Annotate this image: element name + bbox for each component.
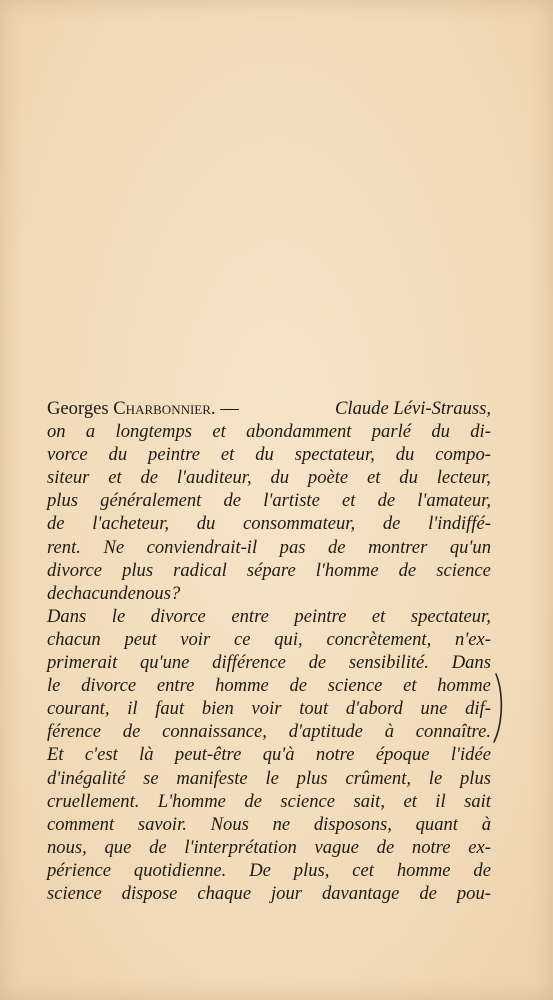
text-line: rent. Ne conviendrait-il pas de montrer qu'un xyxy=(47,536,491,558)
text-line: plus généralement de l'artiste et de l'amateur, xyxy=(47,490,491,512)
text-line: chacun peut voir ce qui, concrètement, n'ex- xyxy=(47,628,491,650)
speaker-dash: — xyxy=(220,398,239,419)
text-line: primerait qu'une différence de sensibilité. Dans xyxy=(47,652,491,674)
body-text xyxy=(47,397,491,905)
text-line: Claude Lévi-Strauss, xyxy=(335,398,491,419)
text-line: cruellement. L'homme de science sait, et il sait xyxy=(47,790,491,812)
text-line: de l'acheteur, du consommateur, de l'indiffé- xyxy=(47,513,491,535)
text-line: divorce plus radical sépare l'homme de science xyxy=(47,559,491,581)
text-line: siteur et de l'auditeur, du poète et du lecteur, xyxy=(47,467,491,489)
text-line-1 xyxy=(47,397,491,420)
speaker-last-name: Charbonnier. xyxy=(113,398,216,419)
text-line: Dans le divorce entre peintre et spectateur, xyxy=(47,605,491,627)
text-line: périence quotidienne. De plus, cet homme de xyxy=(47,859,491,881)
text-line: courant, il faut bien voir tout d'abord une dif- xyxy=(47,698,491,720)
text-line: comment savoir. Nous ne disposons, quant à xyxy=(47,813,491,835)
margin-bracket-mark xyxy=(492,672,506,744)
text-line: on a longtemps et abondamment parlé du di- xyxy=(47,421,491,443)
speaker-first-name: Georges xyxy=(47,398,109,419)
text-line: vorce du peintre et du spectateur, du compo- xyxy=(47,444,491,466)
text-line: Et c'est là peut-être qu'à notre époque l'idée xyxy=(47,744,491,766)
text-line: de chacun de nous ? xyxy=(47,582,181,604)
text-line: science dispose chaque jour davantage de pou- xyxy=(47,882,491,904)
text-line: d'inégalité se manifeste le plus crûment, le plus xyxy=(47,767,491,789)
text-line: le divorce entre homme de science et homme xyxy=(47,675,491,697)
text-line: nous, que de l'interprétation vague de notre ex- xyxy=(47,836,491,858)
text-line: férence de connaissance, d'aptitude à connaître. xyxy=(47,721,491,743)
